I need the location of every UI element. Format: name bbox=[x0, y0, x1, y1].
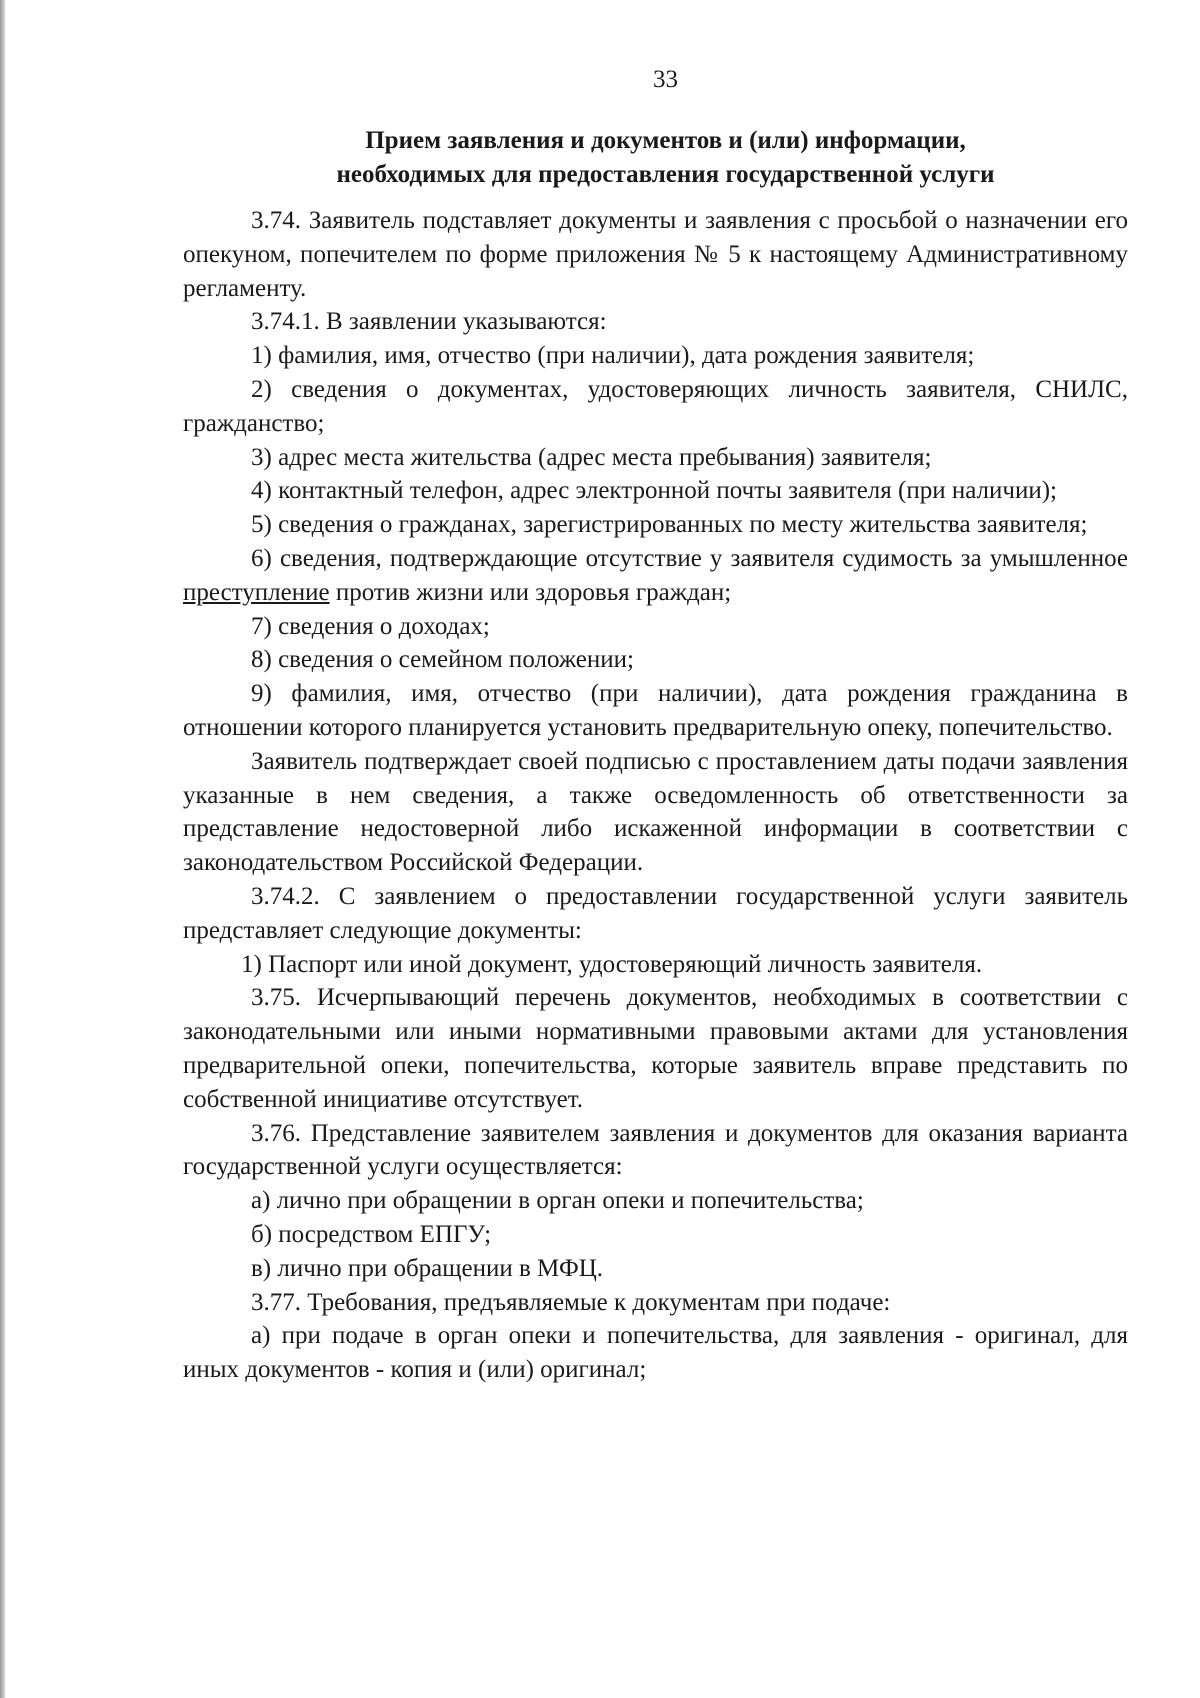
paragraph-3-74-1: 3.74.1. В заявлении указываются: bbox=[251, 308, 607, 336]
section-title bbox=[203, 124, 1128, 192]
paragraph-3-74: 3.74. Заявитель подставляет документы и заявления с просьбой о назначении его опекуном, попечителем по форме приложения № 5 к настоящему Административному регламенту. bbox=[183, 207, 1128, 302]
paragraph-3-76: 3.76. Представление заявителем заявления и документов для оказания варианта государственной услуги осуществляется: bbox=[183, 1119, 1128, 1181]
method-item-c: в) лично при обращении в МФЦ. bbox=[251, 1254, 604, 1282]
list-item-6 bbox=[183, 542, 1128, 610]
requirement-item-a: а) при подаче в орган опеки и попечительства, для заявления - оригинал, для иных документов - копия и (или) оригинал; bbox=[183, 1322, 1128, 1384]
list-item-6-after: против жизни или здоровья граждан; bbox=[329, 578, 732, 606]
section-title-line-2: необходимых для предоставления государственной услуги bbox=[336, 161, 995, 188]
page-number: 33 bbox=[653, 66, 678, 93]
paragraph-3-77: 3.77. Требования, предъявляемые к документам при подаче: bbox=[251, 1288, 891, 1316]
paragraph-3-74-2: 3.74.2. С заявлением о предоставлении государственной услуги заявитель представляет следующие документы: bbox=[183, 882, 1128, 944]
document-item-1: 1) Паспорт или иной документ, удостоверяющий личность заявителя. bbox=[241, 950, 983, 978]
method-item-a: а) лично при обращении в орган опеки и попечительства; bbox=[251, 1187, 864, 1215]
list-item-5: 5) сведения о гражданах, зарегистрированных по месту жительства заявителя; bbox=[251, 511, 1088, 539]
list-item-3: 3) адрес места жительства (адрес места пребывания) заявителя; bbox=[251, 443, 932, 471]
list-item-4: 4) контактный телефон, адрес электронной почты заявителя (при наличии); bbox=[251, 477, 1058, 505]
body-text bbox=[183, 204, 1128, 1387]
paragraph-3-75: 3.75. Исчерпывающий перечень документов, необходимых в соответствии с законодательными или иными нормативными правовыми актами для установления предварительной опеки, попечительства, которые заявитель вправе представить по собственной инициативе отсутствует. bbox=[183, 984, 1128, 1113]
list-item-1: 1) фамилия, имя, отчество (при наличии), дата рождения заявителя; bbox=[251, 342, 975, 370]
method-item-b: б) посредством ЕПГУ; bbox=[251, 1220, 492, 1248]
document-page bbox=[183, 60, 1128, 1387]
paragraph-applicant-confirms: Заявитель подтверждает своей подписью с проставлением даты подачи заявления указанные в нем сведения, а также осведомленность об ответственности за представление недостоверной либо искаженной информации в соответствии с законодательством Российской Федерации. bbox=[183, 747, 1128, 877]
underlined-word: преступление bbox=[183, 578, 330, 606]
section-title-line-1: Прием заявления и документов и (или) информации, bbox=[365, 127, 966, 154]
list-item-7: 7) сведения о доходах; bbox=[251, 612, 490, 640]
list-item-6-before: 6) сведения, подтверждающие отсутствие у заявителя судимость за умышленное bbox=[251, 544, 1128, 572]
scan-edge bbox=[0, 0, 5, 1698]
list-item-8: 8) сведения о семейном положении; bbox=[251, 646, 634, 674]
list-item-2: 2) сведения о документах, удостоверяющих личность заявителя, СНИЛС, гражданство; bbox=[183, 375, 1128, 437]
list-item-9: 9) фамилия, имя, отчество (при наличии), дата рождения гражданина в отношении которого планируется установить предварительную опеку, попечительство. bbox=[183, 680, 1128, 741]
